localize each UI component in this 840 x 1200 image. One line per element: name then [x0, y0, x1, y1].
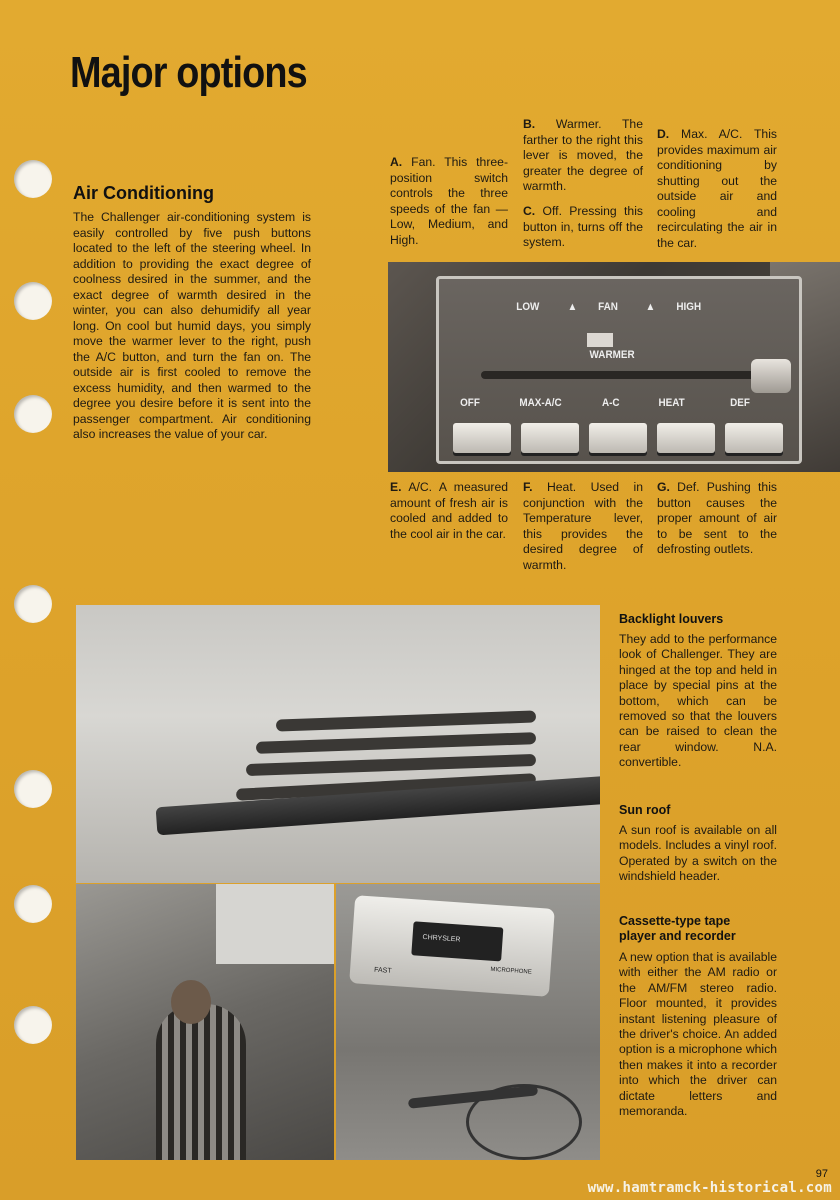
air-conditioning-body: The Challenger air-conditioning system is easily controlled by five push buttons located to the left of the steering wheel. In addition to providing the exact degree of coolness desired in the summer, and the exact degree of warmth desired in the winter, you can also dehumidify all year long. On cool but humid days, you simply move the warmer lever to the right, push the A/C button, and turn the fan on. The outside air is first cooled to remove the excess humidity, and then warmed to the degree you desire before it is sent into the passenger compartment. Air conditioning also increases the value of your car.: [73, 210, 311, 441]
caption-letter: E.: [390, 480, 402, 494]
cassette-unit: [349, 895, 555, 997]
panel-button-label: HEAT: [658, 397, 685, 409]
caption-g: [657, 480, 777, 558]
cassette-fast-label: FAST: [373, 966, 392, 975]
sun-roof-photo: [76, 884, 334, 1160]
panel-label-warmer: WARMER: [589, 349, 635, 361]
panel-label-low: LOW: [516, 301, 540, 313]
air-conditioning-heading: Air Conditioning: [73, 183, 214, 203]
sunroof-heading: Sun roof: [619, 803, 671, 817]
warmer-lever: [751, 359, 791, 393]
caption-c: [523, 204, 643, 251]
panel-push-button: [725, 423, 783, 453]
caption-letter: F.: [523, 480, 533, 494]
cassette-heading: Cassette-type tape player and recorder: [619, 914, 736, 943]
climate-control-panel-photo: [388, 262, 840, 472]
binder-hole: [14, 160, 52, 198]
panel-button-label: A-C: [601, 397, 620, 409]
cassette-player-photo: [336, 884, 600, 1160]
panel-label-high: HIGH: [676, 301, 702, 313]
caption-letter: D.: [657, 127, 670, 141]
caption-text: Off. Pressing this button in, turns off the system.: [523, 204, 643, 249]
panel-push-button: [657, 423, 715, 453]
louver-slat: [276, 710, 536, 731]
driver-figure: [156, 1004, 246, 1160]
caption-e: [390, 480, 508, 542]
cassette-body: A new option that is available with either the AM radio or the AM/FM stereo radio. Floor mounted, it provides instant listening pleasure of the driver's choice. An added option is a microphone which then makes it into a recorder into which the driver can dictate letters and memoranda.: [619, 950, 777, 1119]
binder-hole: [14, 282, 52, 320]
driver-head: [171, 980, 211, 1024]
panel-arrow-icon: ▲: [567, 301, 578, 313]
caption-letter: G.: [657, 480, 670, 494]
backlight-louvers-photo: [76, 605, 600, 883]
caption-text: Def. Pushing this button causes the proper amount of air to be sent to the defrosting outlets.: [657, 480, 778, 556]
caption-letter: B.: [523, 117, 536, 131]
panel-push-button: [453, 423, 511, 453]
panel-push-button: [589, 423, 647, 453]
caption-text: Fan. This three-position switch controls the three speeds of the fan —Low, Medium, and High.: [390, 155, 508, 247]
site-watermark: www.hamtramck-historical.com: [587, 1180, 832, 1196]
caption-letter: A.: [390, 155, 403, 169]
binder-hole: [14, 770, 52, 808]
caption-text: A/C. A measured amount of fresh air is cooled and added to the cool air in the car.: [390, 480, 509, 541]
caption-text: Max. A/C. This provides maximum air conditioning by shutting out the outside air and cooling and recirculating the air in the car.: [657, 127, 777, 250]
sunroof-opening: [216, 884, 334, 964]
binder-hole: [14, 585, 52, 623]
louvers-body: They add to the performance look of Challenger. They are hinged at the top and held in place by special pins at the bottom, which can be removed so that the louvers can be raised to clean the rear window. N.A. convertible.: [619, 632, 777, 770]
caption-b: [523, 117, 643, 195]
cassette-microphone-label: MICROPHONE: [490, 966, 532, 976]
page-title: Major options: [70, 48, 307, 97]
panel-button-label: MAX-A/C: [519, 397, 562, 409]
caption-letter: C.: [523, 204, 536, 218]
panel-button-label: OFF: [460, 397, 480, 409]
panel-push-button: [521, 423, 579, 453]
page-number: 97: [815, 1168, 828, 1180]
panel-arrow-icon: ▲: [645, 301, 656, 313]
panel-button-label: DEF: [730, 397, 750, 409]
warmer-slot: [481, 371, 781, 379]
fan-switch: [587, 333, 613, 347]
caption-a: [390, 155, 508, 248]
louver-slat: [246, 754, 536, 776]
binder-hole: [14, 395, 52, 433]
louver-slat: [256, 732, 536, 754]
binder-hole: [14, 1006, 52, 1044]
cassette-brand-label: CHRYSLER: [422, 933, 461, 944]
sunroof-body: A sun roof is available on all models. Includes a vinyl roof. Operated by a switch on the windshield header.: [619, 823, 777, 884]
control-plate: [436, 276, 802, 464]
louvers-heading: Backlight louvers: [619, 612, 724, 626]
caption-f: [523, 480, 643, 573]
caption-text: Warmer. The farther to the right this lever is moved, the greater the degree of warmth.: [523, 117, 643, 193]
binder-hole: [14, 885, 52, 923]
panel-label-fan: FAN: [598, 301, 618, 313]
caption-text: Heat. Used in conjunction with the Temperature lever, this provides the desired degree of warmth.: [523, 480, 643, 572]
caption-d: [657, 127, 777, 251]
